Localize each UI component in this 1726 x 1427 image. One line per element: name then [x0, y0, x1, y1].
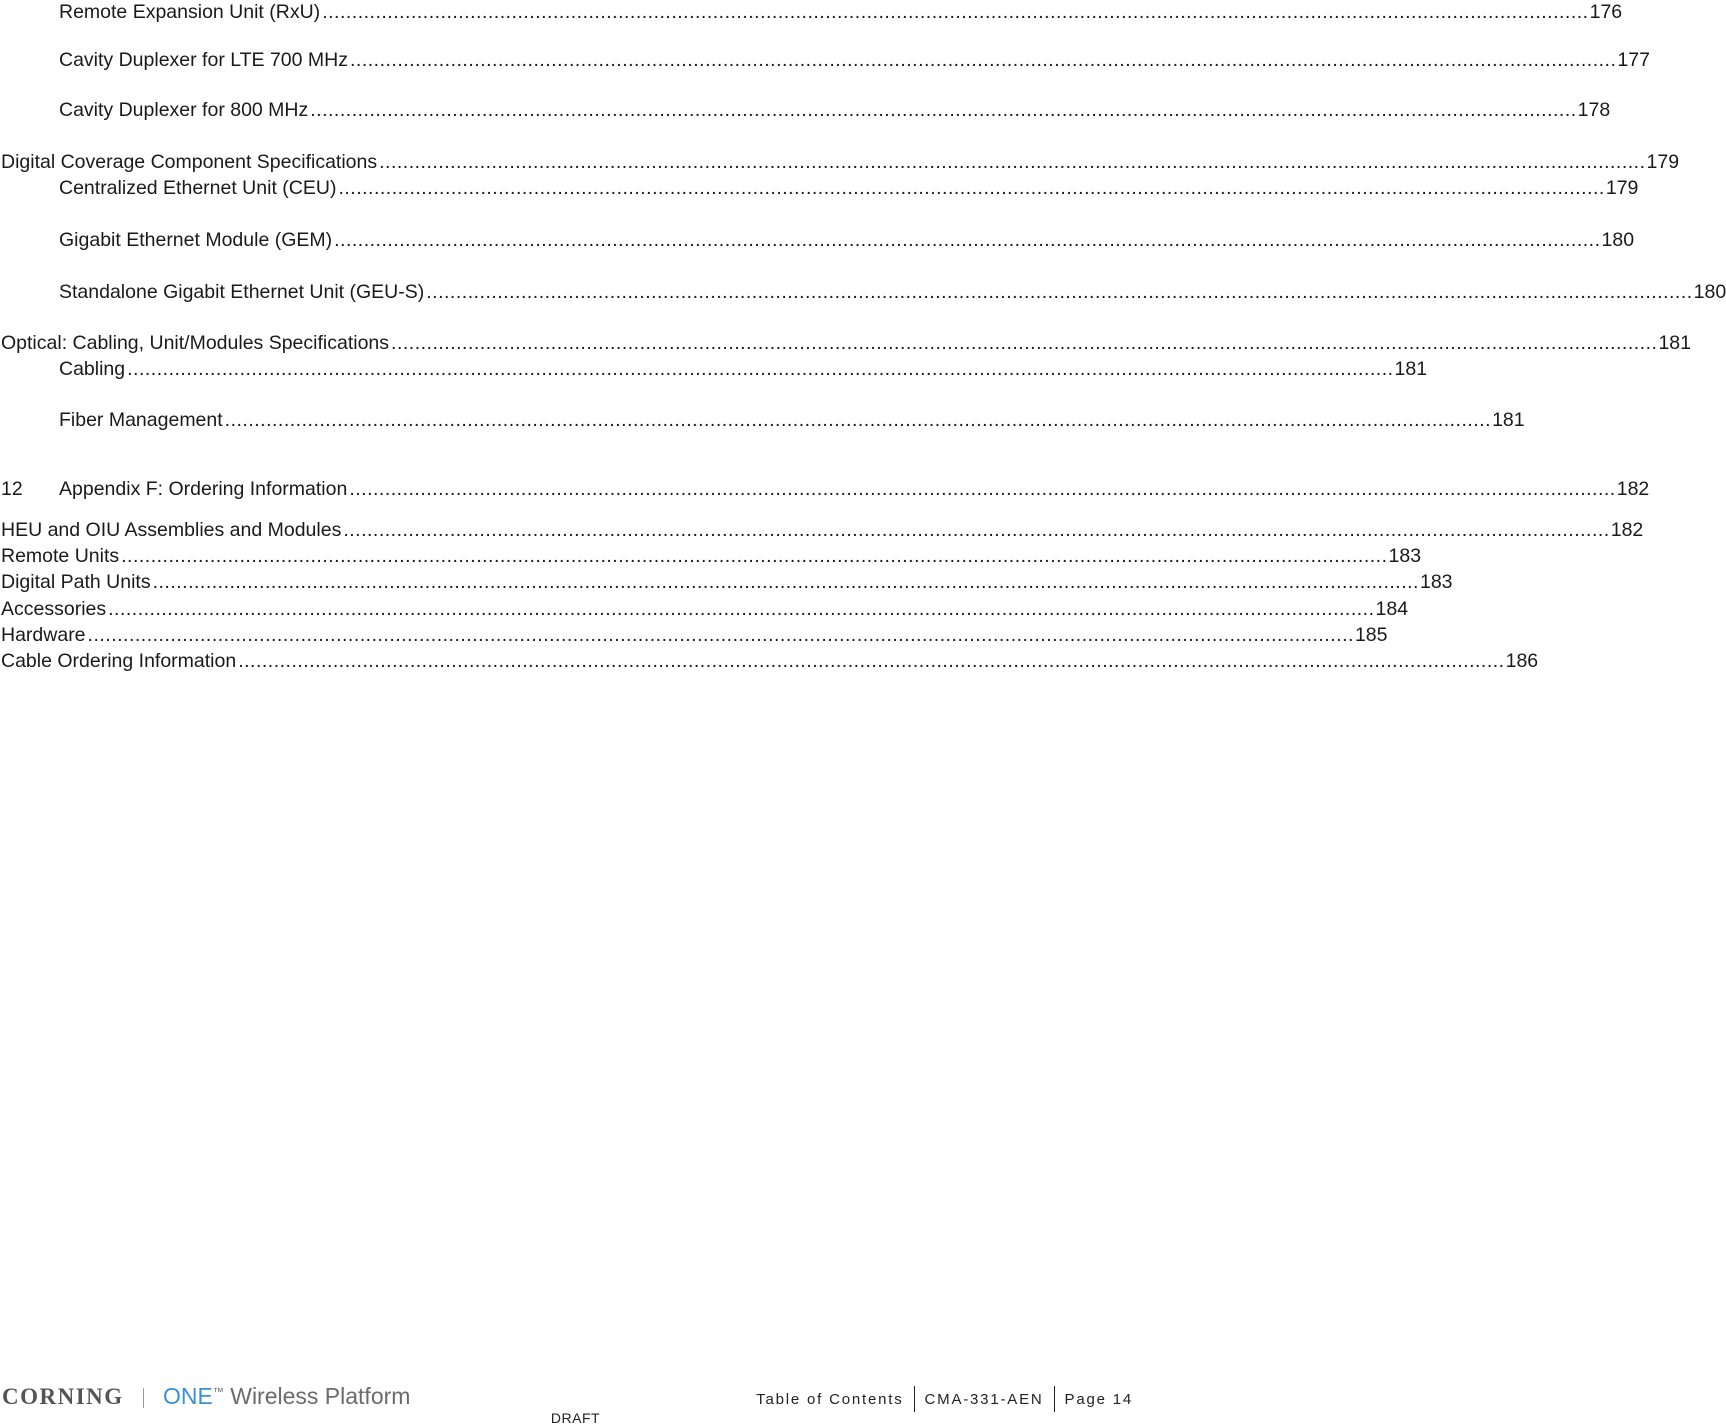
toc-entry[interactable]: [1, 150, 1680, 174]
corning-logo: CORNING: [2, 1384, 124, 1409]
toc-entry[interactable]: [59, 228, 1635, 252]
logo-divider: [143, 1388, 144, 1408]
toc-entry-page: 180: [1693, 281, 1726, 303]
toc-entry[interactable]: [59, 357, 1428, 381]
toc-entry-label: Cavity Duplexer for 800 MHz: [59, 99, 309, 121]
toc-entry-label: Standalone Gigabit Ethernet Unit (GEU-S): [59, 281, 425, 303]
toc-entry-page: 182: [1610, 519, 1644, 541]
one-wireless-platform-logo: [163, 1383, 410, 1410]
toc-entry[interactable]: [59, 98, 1611, 122]
toc-entry-page: 183: [1388, 545, 1422, 567]
toc-entry[interactable]: [59, 0, 1623, 24]
toc-entry-page: 179: [1605, 177, 1639, 199]
toc-leader: ......................................................................................................................................................................................................................: [350, 49, 1617, 71]
toc-leader: ......................................................................................................................................................................................................................: [426, 281, 1693, 303]
toc-entry-page: 176: [1589, 1, 1623, 23]
toc-leader: ......................................................................................................................................................................................................................: [224, 409, 1492, 431]
toc-entry-page: 183: [1419, 571, 1453, 593]
toc-entry-page: 177: [1617, 49, 1650, 71]
toc-entry-label: HEU and OIU Assemblies and Modules: [1, 519, 342, 541]
toc-entry-label: Remote Expansion Unit (RxU): [59, 1, 321, 23]
toc-entry-page: 180: [1601, 229, 1635, 251]
toc-leader: ......................................................................................................................................................................................................................: [310, 99, 1577, 121]
logo-trademark: ™: [212, 1386, 224, 1399]
toc-entry[interactable]: [59, 176, 1639, 200]
toc-entry-page: 182: [1616, 478, 1650, 500]
toc-entry-page: 184: [1375, 598, 1409, 620]
toc-leader: ......................................................................................................................................................................................................................: [108, 598, 1375, 620]
toc-leader: ......................................................................................................................................................................................................................: [238, 650, 1505, 672]
toc-leader: ......................................................................................................................................................................................................................: [121, 545, 1388, 567]
footer-page-number: Page 14: [1064, 1390, 1133, 1408]
toc-leader: ......................................................................................................................................................................................................................: [127, 358, 1394, 380]
toc-entry-page: 185: [1354, 624, 1388, 646]
toc-entry[interactable]: [1, 597, 1409, 621]
toc-entry-label: Accessories: [1, 598, 107, 620]
toc-entry[interactable]: [1, 331, 1691, 355]
toc-chapter-number: 12: [1, 478, 23, 500]
toc-entry-label: Optical: Cabling, Unit/Modules Specifications: [1, 332, 390, 354]
toc-entry-page: 186: [1505, 650, 1539, 672]
toc-leader: ......................................................................................................................................................................................................................: [349, 478, 1616, 500]
toc-entry-page: 179: [1646, 151, 1680, 173]
toc-entry-label: Gigabit Ethernet Module (GEM): [59, 229, 333, 251]
toc-entry-page: 181: [1658, 332, 1691, 354]
toc-leader: ......................................................................................................................................................................................................................: [334, 229, 1601, 251]
toc-leader: ......................................................................................................................................................................................................................: [322, 1, 1589, 23]
toc-leader: ......................................................................................................................................................................................................................: [391, 332, 1658, 354]
footer-section: Table of Contents: [756, 1390, 904, 1408]
toc-entry-label: Remote Units: [1, 545, 120, 567]
toc-entry[interactable]: [1, 544, 1422, 568]
toc-chapter-entry[interactable]: [1, 477, 1650, 501]
toc-entry-label: Centralized Ethernet Unit (CEU): [59, 177, 337, 199]
toc-leader: ......................................................................................................................................................................................................................: [379, 151, 1646, 173]
logo-product-text: Wireless Platform: [230, 1383, 411, 1409]
toc-entry-label: Fiber Management: [59, 409, 223, 431]
footer-meta: [746, 1386, 1143, 1412]
toc-entry-page: 181: [1394, 358, 1428, 380]
toc-leader: ......................................................................................................................................................................................................................: [152, 571, 1419, 593]
toc-entry-page: 178: [1577, 99, 1611, 121]
toc-entry-label: Cavity Duplexer for LTE 700 MHz: [59, 49, 348, 71]
toc-entry-label: Cabling: [59, 358, 126, 380]
toc-leader: ......................................................................................................................................................................................................................: [343, 519, 1610, 541]
toc-entry[interactable]: [1, 518, 1644, 542]
toc-entry-label: Appendix F: Ordering Information: [59, 478, 348, 500]
toc-entry-label: Hardware: [1, 624, 86, 646]
draft-label: DRAFT: [550, 1410, 601, 1426]
toc-entry-page: 181: [1492, 409, 1525, 431]
toc-entry[interactable]: [1, 649, 1539, 673]
logo-one-text: ONE: [163, 1383, 213, 1409]
toc-leader: ......................................................................................................................................................................................................................: [87, 624, 1354, 646]
toc-entry[interactable]: [59, 408, 1525, 432]
toc-entry-label: Digital Coverage Component Specifications: [1, 151, 378, 173]
toc-entry-label: Cable Ordering Information: [1, 650, 237, 672]
toc-entry[interactable]: [1, 570, 1453, 594]
footer-doc-id: CMA-331-AEN: [924, 1390, 1044, 1408]
toc-leader: ......................................................................................................................................................................................................................: [338, 177, 1605, 199]
toc-entry[interactable]: [59, 48, 1650, 72]
toc-entry[interactable]: [59, 280, 1726, 304]
toc-entry-label: Digital Path Units: [1, 571, 151, 593]
toc-entry[interactable]: [1, 623, 1388, 647]
